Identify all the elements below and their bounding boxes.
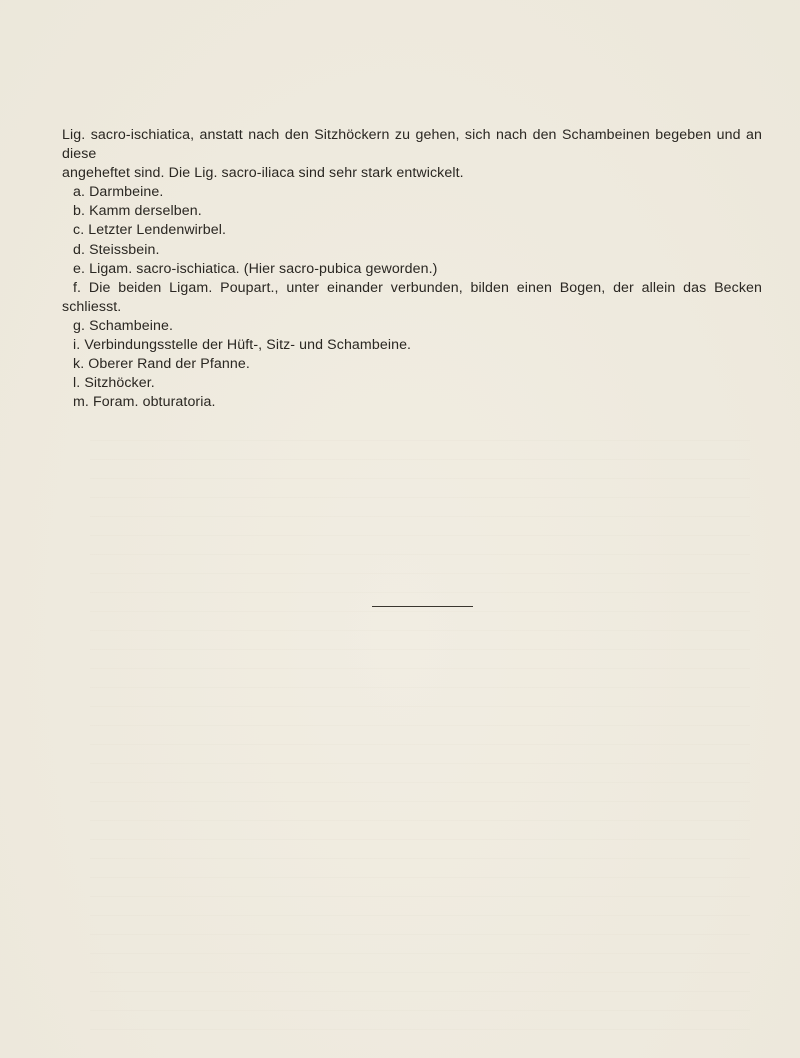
legend-item-b: b. Kamm derselben. [73, 203, 202, 220]
legend-item-f: f. Die beiden Ligam. Poupart., unter einander verbunden, bilden einen Bogen, der allein das Becken [73, 279, 762, 296]
legend-item-c: c. Letzter Lendenwirbel. [73, 222, 227, 239]
show-through-texture [90, 430, 750, 1030]
legend-item-m: m. Foram. obturatoria. [73, 394, 216, 411]
intro-line-2: angeheftet sind. Die Lig. sacro-iliaca sind sehr stark entwickelt. [62, 165, 464, 182]
legend-item-f-continuation: schliesst. [62, 298, 122, 315]
section-divider [372, 606, 473, 607]
legend-item-k: k. Oberer Rand der Pfanne. [73, 356, 250, 373]
legend-list [62, 183, 762, 412]
legend-item-d: d. Steissbein. [73, 241, 160, 258]
legend-item-i: i. Verbindungsstelle der Hüft-, Sitz- und Schambeine. [73, 337, 412, 354]
body-text [62, 126, 762, 412]
legend-item-e: e. Ligam. sacro-ischiatica. (Hier sacro-pubica geworden.) [73, 260, 438, 277]
legend-item-a: a. Darmbeine. [73, 184, 164, 201]
legend-item-l: l. Sitzhöcker. [73, 375, 155, 392]
legend-item-g: g. Schambeine. [73, 317, 173, 334]
intro-line-1: Lig. sacro-ischiatica, anstatt nach den Sitzhöckern zu gehen, sich nach den Schambeinen begeben und an diese [62, 127, 762, 163]
intro-paragraph [62, 126, 762, 183]
